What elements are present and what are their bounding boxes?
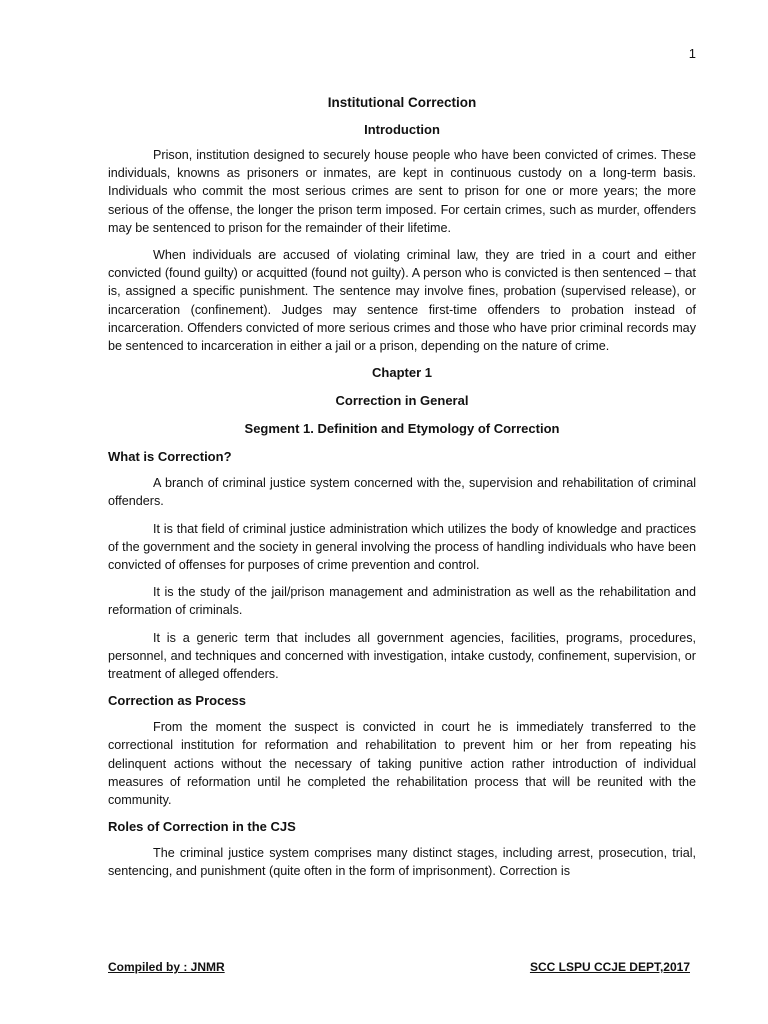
definition-paragraph-1: A branch of criminal justice system concerned with the, supervision and rehabilitation of criminal offenders. <box>108 476 696 509</box>
footer-department: SCC LSPU CCJE DEPT,2017 <box>529 960 690 974</box>
roles-of-correction-heading: Roles of Correction in the CJS <box>108 819 296 835</box>
introduction-paragraph-1: Prison, institution designed to securely house people who have been convicted of crimes. These individuals, knowns as prisoners or inmates, are kept in continuous custody on a long-term basis. Individuals who commit the most serious crimes are sent to prison for one or more years; the more serious of the offense, the longer the prison term imposed. For certain crimes, such as murder, offenders may be sentenced to prison for the remainder of their lifetime. <box>108 148 696 235</box>
page-footer <box>108 960 690 974</box>
page-number: 1 <box>688 46 696 61</box>
document-title: Institutional Correction <box>327 95 477 110</box>
definition-paragraph-3: It is the study of the jail/prison management and administration as well as the rehabilitation and reformation of criminals. <box>108 585 696 618</box>
introduction-paragraph-2: When individuals are accused of violating criminal law, they are tried in a court and either convicted (found guilty) or acquitted (found not guilty). A person who is convicted is then sentenced – that is, assigned a specific punishment. The sentence may involve fines, probation (supervised release), or incarceration (confinement). Judges may sentence first-time offenders to probation instead of incarceration. Offenders convicted of more serious crimes and those who have prior criminal records may be sentenced to incarceration in either a jail or a prison, depending on the nature of crime. <box>108 248 696 354</box>
definition-paragraph-2: It is that field of criminal justice administration which utilizes the body of knowledge and practices of the government and the society in general involving the process of handling individuals who have been convicted of offenses for purposes of crime prevention and control. <box>108 521 696 573</box>
what-is-correction-heading: What is Correction? <box>108 449 232 465</box>
segment-title: Segment 1. Definition and Etymology of Correction <box>244 421 560 437</box>
footer-compiled-by: Compiled by : JNMR <box>108 960 225 974</box>
page-content <box>108 94 696 890</box>
chapter-title: Correction in General <box>335 393 469 409</box>
process-paragraph-1: From the moment the suspect is convicted in court he is immediately transferred to the correctional institution for reformation and rehabilitation to prevent him or her from repeating his delinquent actions without the necessary of taking punitive action rather introduction of individual measures of reformation until he completed the rehabilitation process that will be reunited with the community. <box>108 720 696 808</box>
roles-paragraph-1: The criminal justice system comprises many distinct stages, including arrest, prosecution, trial, sentencing, and punishment (quite often in the form of imprisonment). Correction is <box>108 846 696 879</box>
correction-as-process-heading: Correction as Process <box>108 693 247 709</box>
chapter-label: Chapter 1 <box>372 365 432 381</box>
definition-paragraph-4: It is a generic term that includes all government agencies, facilities, programs, procedures, personnel, and techniques and concerned with investigation, intake custody, confinement, supervision, or treatment of alleged offenders. <box>108 630 696 682</box>
introduction-heading: Introduction <box>364 122 440 137</box>
